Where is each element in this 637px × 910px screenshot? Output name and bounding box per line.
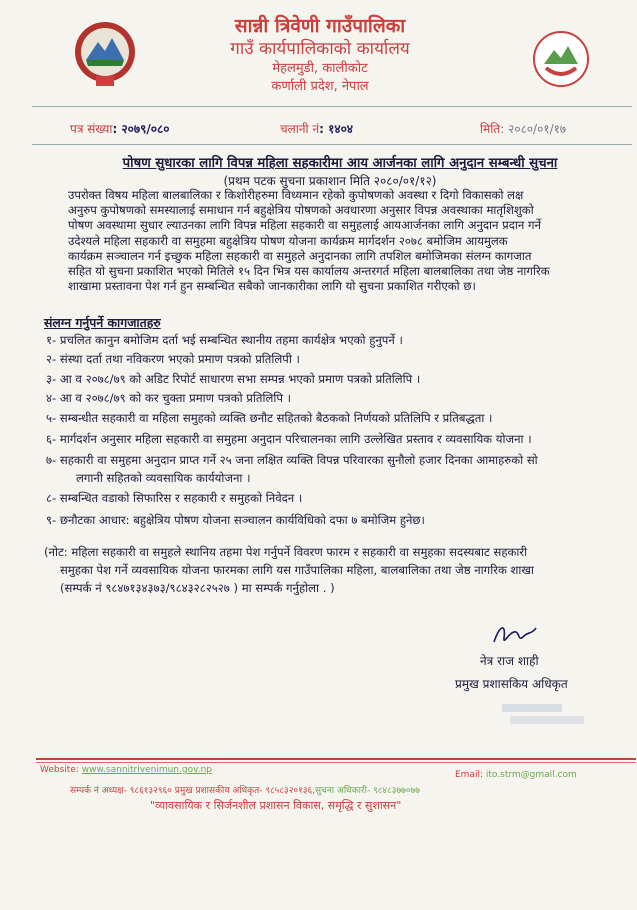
body-line: शाखामा प्रस्तावना पेश गर्न हुन सम्बन्धित सबैको जानकारीका लागि यो सुचना प्रकाशित गरीएको छ। — [68, 279, 476, 294]
notice-title: पोषण सुधारका लागि विपन्न महिला सहकारीमा आय आर्जनका लागि अनुदान सम्बन्धी सुचना — [122, 156, 558, 171]
note-line: (सम्पर्क नं ९८४७१३४३७३/९८४३२८२५२७ ) मा सम्पर्क गर्नुहोला . ) — [60, 581, 335, 595]
website-label: Website: — [40, 765, 79, 775]
documents-heading: संलग्न गर्नुपर्ने कागजातहरु — [44, 315, 161, 330]
website-link[interactable]: www.sannitrivenimun.gov.np — [81, 765, 212, 775]
signatory-title: प्रमुख प्रशासकिय अधिकृत — [455, 677, 568, 691]
signature-mark-icon — [490, 620, 540, 652]
chalani-label: चलानी नं — [280, 122, 320, 136]
body-line: कार्यक्रम सञ्चालन गर्न इच्छुक महिला सहकारी वा समुहले अनुदानका लागि तपशिल बमोजिमका संलग्न कागजात — [68, 248, 532, 263]
list-item: १- प्रचलित कानुन बमोजिम दर्ता भई सम्बन्धित स्थानीय तहमा कार्यक्षेत्र भएको हुनुपर्ने । — [46, 333, 403, 347]
chalani-number: : १४०४ — [319, 122, 354, 136]
footer-website — [40, 765, 212, 775]
body-line: सहित यो सुचना प्रकाशित भएको मितिले १५ दिन भित्र यस कार्यालय अन्तरगर्त महिला बालबालिका तथा जेष्ठ नागरिक — [68, 264, 550, 279]
notice-body — [68, 188, 628, 294]
office-address: मेहलमुडी, कालीकोट — [272, 61, 368, 76]
patra-label: पत्र संख्या — [70, 122, 113, 136]
faded-stamp-icon — [500, 700, 590, 730]
email-label: Email: — [455, 770, 484, 780]
footer-divider — [36, 758, 636, 760]
footer-divider-thin — [36, 762, 636, 763]
header-divider — [32, 106, 632, 107]
list-item: ७- सहकारी वा समुहमा अनुदान प्राप्त गर्ने २५ जना लक्षित व्यक्ति विपन्न परिवारका सुनौलो हजार दिनका आमाहरुको सो — [46, 453, 538, 467]
body-line: अनुरुप कुपोषणको समस्यालाई समाधान गर्न बहुक्षेत्रिय पोषणको अवधारणा अनुसार विपन्न अवस्थाका मातृशिशुको — [68, 203, 534, 218]
note-line: समुहका पेश गर्ने व्यवसायिक योजना फारमका लागि यस गाउँपालिका महिला, बालबालिका तथा जेष्ठ नागरिक शाखा — [60, 563, 534, 577]
body-line: पोषण अवस्थामा सुधार ल्याउनका लागि विपन्न महिला सहकारी वा समुहलाई आयआर्जनका लागि अनुदान प्रदान गर्ने — [68, 218, 541, 233]
list-item: ५- सम्बन्धीत सहकारी वा महिला समुहको व्यक्ति छनौट सहितको बैठकको निर्णयको प्रतिलिपि र प्रतिबद्धता । — [46, 411, 493, 425]
list-item-continuation: लगानी सहितको व्यवसायिक कार्ययोजना । — [76, 471, 251, 485]
municipality-logo-icon — [532, 30, 590, 88]
list-item: २- संस्था दर्ता तथा नविकरण भएको प्रमाण पत्रको प्रतिलिपी । — [46, 352, 300, 366]
ref-divider — [32, 144, 632, 145]
list-item: ६- मार्गदर्शन अनुसार महिला सहकारी वा समुहमा अनुदान परिचालनका लागि उल्लेखित प्रस्ताव र व्यवसायिक योजना । — [46, 432, 532, 446]
date-value: : २०८०/०१/१७ — [500, 122, 567, 136]
list-item: ४- आ व २०७८/७९ को कर चुक्ता प्रमाण पत्रको प्रतिलिपि । — [46, 391, 292, 405]
footer-slogan: "व्यावसायिक र सिर्जनशील प्रशासन विकास, समृद्धि र सुशासन" — [150, 799, 402, 812]
reference-row — [70, 120, 610, 138]
body-line: उदेश्यले महिला सहकारी वा समुहमा बहुक्षेत्रिय पोषण योजना कार्यक्रम मार्गदर्शन २०७८ बमोजिम आयमुलक — [68, 233, 508, 248]
footer-email — [455, 770, 577, 780]
nepal-emblem-icon — [72, 18, 138, 90]
office-name: गाउँ कार्यपालिकाको कार्यालय — [230, 39, 410, 59]
body-line: उपरोक्त विषय महिला बालबालिका र किशोरीहरुमा विध्यमान रहेको कुपोषणको अवस्था र दिगो विकासको लक्ष — [68, 188, 524, 202]
office-header — [170, 14, 470, 96]
list-item: ८- सम्बन्धित वडाको सिफारिस र सहकारी र समुहको निवेदन । — [46, 491, 303, 505]
notice-note — [44, 543, 634, 597]
note-line: (नोट: महिला सहकारी वा समुहले स्थानिय तहमा पेश गर्नुपर्ने विवरण फारम र सहकारी वा समुहका सदस्यबाट सहकारी — [44, 545, 528, 559]
municipality-name: सान्नी त्रिवेणी गाउँपालिका — [234, 15, 406, 37]
date-label: मिति — [480, 122, 501, 136]
patra-number: : २०७९/०८० — [112, 122, 170, 136]
list-item: ९- छनौटका आधार: बहुक्षेत्रिय पोषण योजना सञ्चालन कार्यविधिको दफा ७ बमोजिम हुनेछ। — [46, 513, 425, 527]
office-province: कर्णाली प्रदेश, नेपाल — [271, 79, 369, 94]
list-item: ३- आ व २०७८/७९ को अडिट रिपोर्ट साधारण सभा सम्पन्न भएको प्रमाण पत्रको प्रतिलिपि । — [46, 372, 421, 386]
contact-numbers: सम्पर्क नं अध्यक्ष- ९८६१३२९६० प्रमुख प्रशासकीय अधिकृत- ९८५८३२०१३६, — [70, 786, 315, 796]
email-link[interactable]: ito.strm@gmail.com — [485, 770, 577, 780]
info-officer-contact: सुचना अधिकारी- ९८४८३७७०७७ — [314, 786, 420, 796]
signatory-name: नेत्र राज शाही — [480, 654, 539, 668]
notice-subtitle: (प्रथम पटक सुचना प्रकाशान मिति २०८०/०१/१२) — [223, 174, 437, 188]
footer-contacts — [70, 783, 420, 796]
